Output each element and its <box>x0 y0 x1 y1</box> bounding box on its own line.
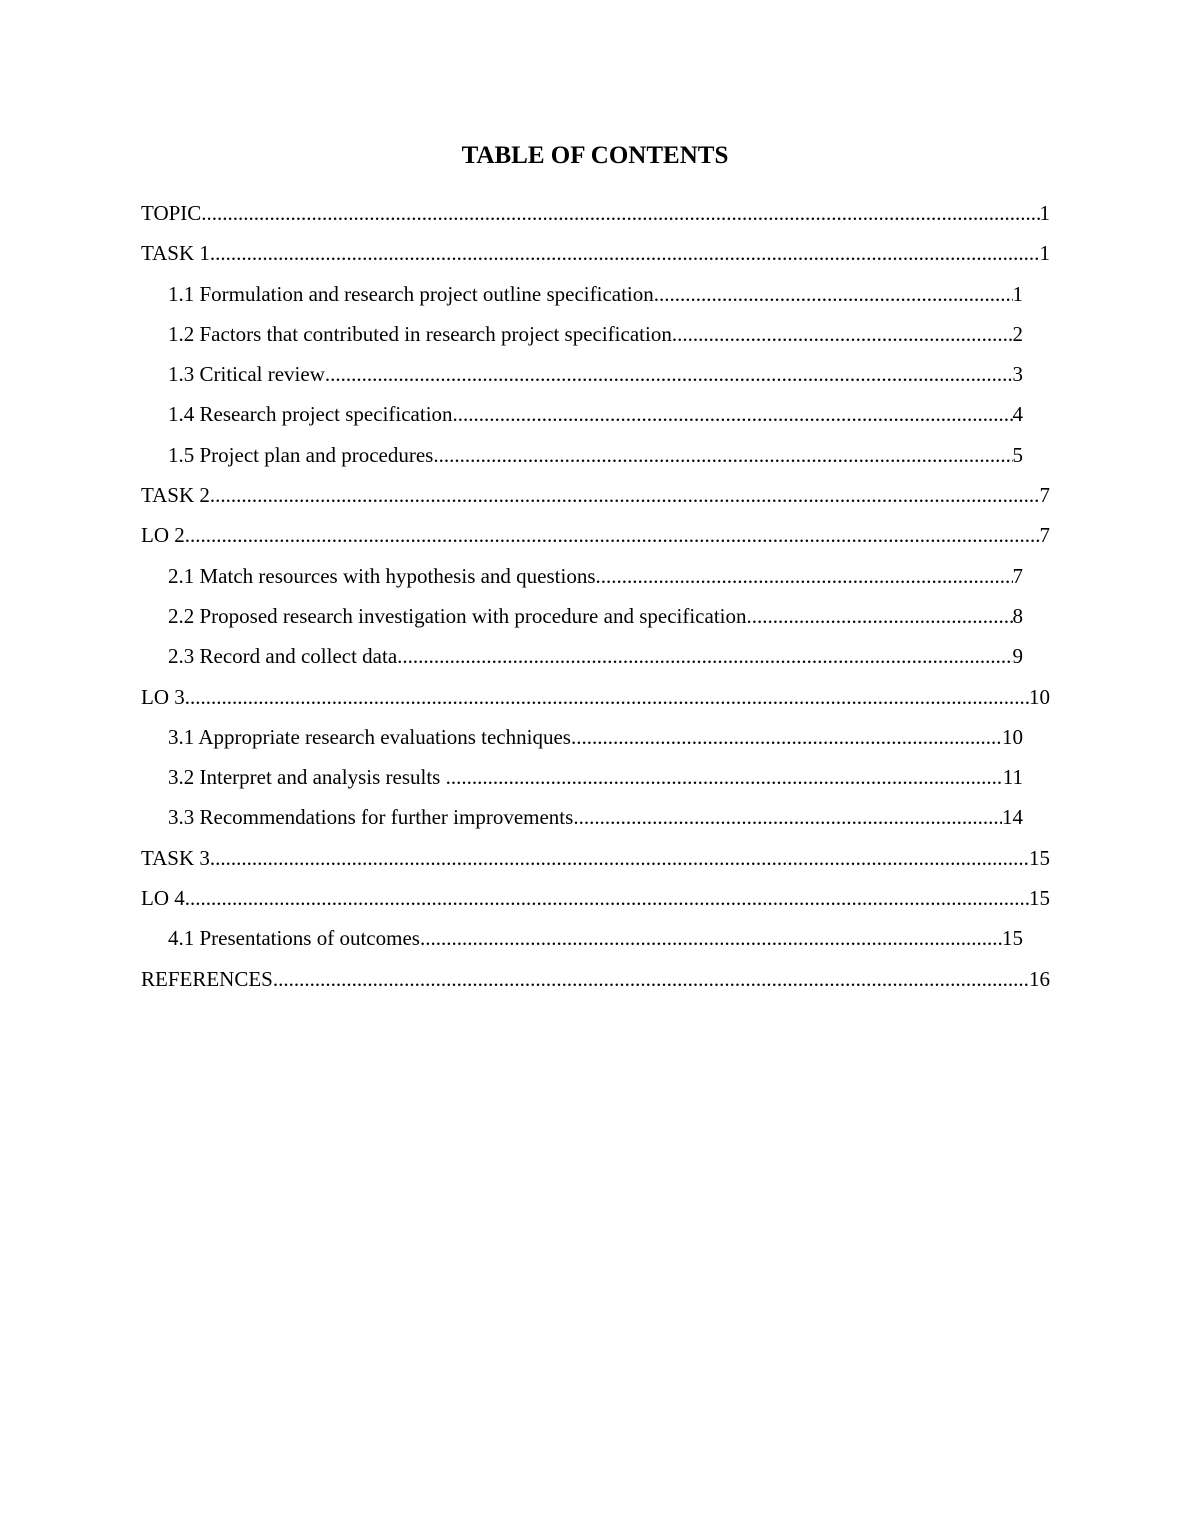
toc-entry-label: 2.3 Record and collect data <box>168 644 398 669</box>
toc-entry-label: 2.2 Proposed research investigation with procedure and specification <box>168 603 747 628</box>
toc-leader-dots <box>596 560 1013 592</box>
toc-subentry[interactable] <box>168 439 1023 479</box>
toc-entry-label: 1.3 Critical review <box>168 362 325 387</box>
toc-entry-label: LO 2 <box>141 523 185 548</box>
toc-entry-page-number: 2 <box>1012 321 1023 346</box>
toc-leader-dots <box>201 197 1039 229</box>
toc-leader-dots <box>210 479 1040 511</box>
toc-leader-dots <box>446 761 1003 793</box>
toc-entry-page-number: 4 <box>1012 402 1023 427</box>
toc-entry[interactable] <box>141 882 1050 922</box>
toc-entry-page-number: 10 <box>1029 684 1050 709</box>
toc-subentry[interactable] <box>168 761 1023 801</box>
toc-subentry[interactable] <box>168 801 1023 841</box>
toc-leader-dots <box>573 801 1002 833</box>
toc-entry-label: 3.1 Appropriate research evaluations techniques <box>168 724 571 749</box>
toc-entry-page-number: 15 <box>1029 845 1050 870</box>
toc-leader-dots <box>210 842 1029 874</box>
toc-leader-dots <box>185 519 1040 551</box>
toc-entry-label: 3.2 Interpret and analysis results <box>168 765 446 790</box>
toc-entry-page-number: 8 <box>1012 603 1023 628</box>
toc-entry-page-number: 11 <box>1002 765 1023 790</box>
toc-leader-dots <box>453 398 1013 430</box>
toc-leader-dots <box>672 318 1013 350</box>
toc-entry[interactable] <box>141 197 1050 237</box>
toc-entry-label: 1.1 Formulation and research project outline specification <box>168 281 654 306</box>
toc-entry-label: TOPIC <box>141 201 202 225</box>
toc-entry-label: 1.5 Project plan and procedures <box>168 442 434 467</box>
toc-entry-label: TASK 3 <box>141 845 210 870</box>
toc-leader-dots <box>571 721 1002 753</box>
toc-entry-page-number: 1 <box>1012 281 1023 306</box>
toc-subentry[interactable] <box>168 278 1023 318</box>
toc-entry-page-number: 15 <box>1002 926 1023 951</box>
toc-entry-page-number: 1 <box>1039 201 1050 225</box>
page-title: TABLE OF CONTENTS <box>461 142 729 169</box>
toc-entry-page-number: 5 <box>1012 442 1023 467</box>
toc-entry-page-number: 1 <box>1039 241 1050 266</box>
toc-subentry[interactable] <box>168 560 1023 600</box>
toc-leader-dots <box>185 882 1029 914</box>
toc-entry-label: 3.3 Recommendations for further improvements <box>168 805 574 830</box>
toc-subentry[interactable] <box>168 358 1023 398</box>
toc-entry-page-number: 7 <box>1039 523 1050 548</box>
toc-subentry[interactable] <box>168 721 1023 761</box>
toc-entry[interactable] <box>141 681 1050 721</box>
toc-entry-page-number: 16 <box>1029 966 1050 991</box>
toc-entry-label: 2.1 Match resources with hypothesis and questions <box>168 563 596 588</box>
toc-entry[interactable] <box>141 237 1050 277</box>
toc-leader-dots <box>397 640 1012 672</box>
toc-entry-label: TASK 1 <box>141 241 210 266</box>
toc-list <box>0 197 1190 1003</box>
toc-entry-page-number: 7 <box>1012 563 1023 588</box>
toc-entry-label: 1.4 Research project specification <box>168 402 453 427</box>
toc-entry-label: LO 4 <box>141 886 185 911</box>
toc-entry[interactable] <box>141 963 1050 1003</box>
toc-entry-label: 1.2 Factors that contributed in research project specification <box>168 321 672 346</box>
toc-entry-label: LO 3 <box>141 684 185 709</box>
toc-leader-dots <box>746 600 1012 632</box>
toc-leader-dots <box>273 963 1029 995</box>
toc-subentry[interactable] <box>168 398 1023 438</box>
toc-leader-dots <box>325 358 1013 390</box>
toc-subentry[interactable] <box>168 318 1023 358</box>
toc-entry-page-number: 7 <box>1039 483 1050 508</box>
toc-subentry[interactable] <box>168 640 1023 680</box>
toc-entry-label: 4.1 Presentations of outcomes <box>168 926 420 951</box>
toc-entry[interactable] <box>141 519 1050 559</box>
toc-entry[interactable] <box>141 842 1050 882</box>
toc-subentry[interactable] <box>168 600 1023 640</box>
toc-entry-page-number: 10 <box>1002 724 1023 749</box>
toc-entry-label: REFERENCES <box>141 966 273 991</box>
toc-leader-dots <box>185 681 1029 713</box>
toc-entry-label: TASK 2 <box>141 483 210 508</box>
toc-leader-dots <box>420 922 1002 954</box>
toc-leader-dots <box>210 237 1040 269</box>
toc-entry-page-number: 14 <box>1002 805 1023 830</box>
toc-entry-page-number: 9 <box>1012 644 1023 669</box>
toc-entry-page-number: 3 <box>1012 362 1023 387</box>
toc-leader-dots <box>433 439 1012 471</box>
toc-leader-dots <box>654 278 1013 310</box>
toc-subentry[interactable] <box>168 922 1023 962</box>
toc-entry[interactable] <box>141 479 1050 519</box>
toc-entry-page-number: 15 <box>1029 886 1050 911</box>
